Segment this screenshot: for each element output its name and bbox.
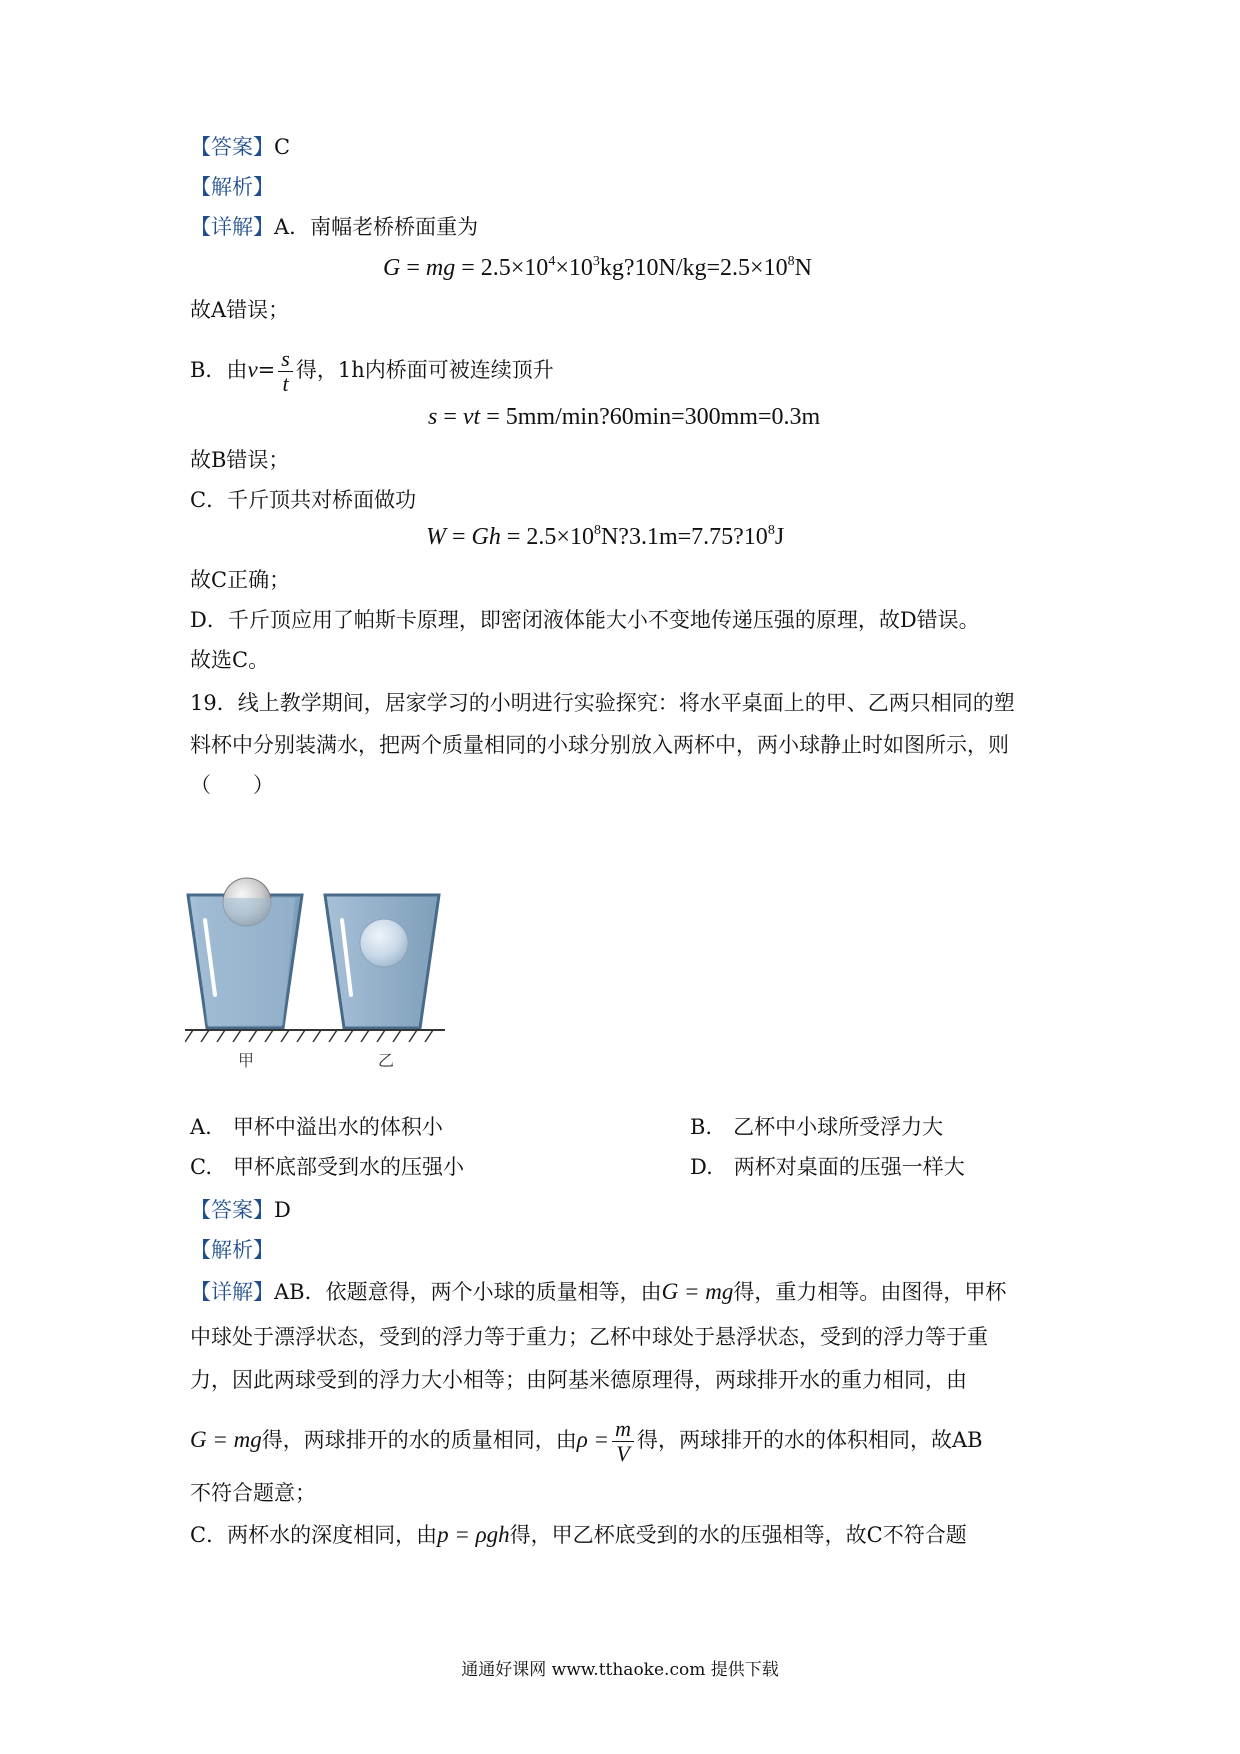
q18-answer-line <box>190 132 290 162</box>
figure-label-right: 乙 <box>378 1051 395 1070</box>
c-conclusion: 故C正确； <box>190 568 291 592</box>
q19-stem-line2: 料杯中分别装满水，把两个质量相同的小球分别放入两杯中，两小球静止时如图所示，则 <box>190 733 1009 757</box>
figure-label-left: 甲 <box>238 1051 255 1070</box>
q19-detail-line1: 【详解】AB．依题意得，两个小球的质量相等，由G = mg得，重力相等。由图得，甲杯 <box>190 1279 1007 1304</box>
fraction-m-over-v: $\frac{m}{V}$ <box>612 1417 634 1466</box>
q19-detail-line2: 中球处于漂浮状态，受到的浮力等于重力；乙杯中球处于悬浮状态，受到的浮力等于重 <box>190 1325 988 1349</box>
c-intro: C．千斤顶共对桥面做功 <box>190 488 417 512</box>
b-conclusion: 故B错误； <box>190 448 290 472</box>
page-footer: 通通好课网 www.tthaoke.com 提供下载 <box>461 1660 779 1680</box>
formula-work: $W = Gh = 2.5\times 10^8N?3.1m=7.75?10^8J$ <box>426 523 785 550</box>
option-d: D. 两杯对桌面的压强一样大 <box>690 1155 965 1179</box>
q19-detail-line5: 不符合题意； <box>190 1481 316 1505</box>
cup-right <box>325 895 439 1028</box>
q19-answer-line <box>190 1195 291 1225</box>
q19-analysis-tag: 【解析】 <box>190 1238 274 1262</box>
answer-tag: 【答案】 <box>190 1198 274 1222</box>
answer-tag: 【答案】 <box>190 135 274 159</box>
ball-suspended <box>360 919 408 967</box>
q18-analysis-tag: 【解析】 <box>190 175 274 199</box>
fraction-s-over-t: $\frac{s}{t}$ <box>278 347 293 396</box>
d-text: D．千斤顶应用了帕斯卡原理，即密闭液体能大小不变地传递压强的原理，故D错误。 <box>190 608 980 632</box>
a-conclusion: 故A错误； <box>190 298 290 322</box>
q19-stem-line3: （ ） <box>190 773 274 797</box>
q19-stem-line1: 19．线上教学期间，居家学习的小明进行实验探究：将水平桌面上的甲、乙两只相同的塑 <box>190 691 1015 715</box>
option-a: A. 甲杯中溢出水的体积小 <box>190 1115 443 1139</box>
cup-left <box>188 878 302 1028</box>
a-intro: A．南幅老桥桥面重为 <box>274 215 479 239</box>
option-b: B. 乙杯中小球所受浮力大 <box>690 1115 944 1139</box>
detail-tag: 【详解】 <box>190 215 274 239</box>
answer-value: C <box>274 135 291 159</box>
b-intro-line: B．由v= $\frac{s}{t}$ 得，1h内桥面可被连续顶升 <box>190 346 554 396</box>
table-surface <box>185 1030 445 1042</box>
formula-weight: G = mg = $2.5\times 10^4\times 10^3kg?10N/kg=2.5\times 10^8N$ <box>383 254 812 281</box>
formula-distance: s = vt = 5mm/min?60min=300mm=0.3m <box>428 404 821 430</box>
choice-text: 故选C。 <box>190 648 270 672</box>
q19-detail-line6: C．两杯水的深度相同，由p = ρgh得，甲乙杯底受到的水的压强相等，故C不符合题 <box>190 1522 967 1547</box>
cups-figure <box>185 820 460 1060</box>
q19-detail-line3: 力，因此两球受到的浮力大小相等；由阿基米德原理得，两球排开水的重力相同，由 <box>190 1368 967 1392</box>
q19-detail-line4: G = mg得，两球排开的水的质量相同，由ρ = $\frac{m}{V}$ 得，两球排开的水的体积相同，故AB <box>190 1416 983 1466</box>
option-c: C. 甲杯底部受到水的压强小 <box>190 1155 464 1179</box>
q18-detail-line <box>190 212 478 242</box>
answer-value: D <box>274 1198 291 1222</box>
